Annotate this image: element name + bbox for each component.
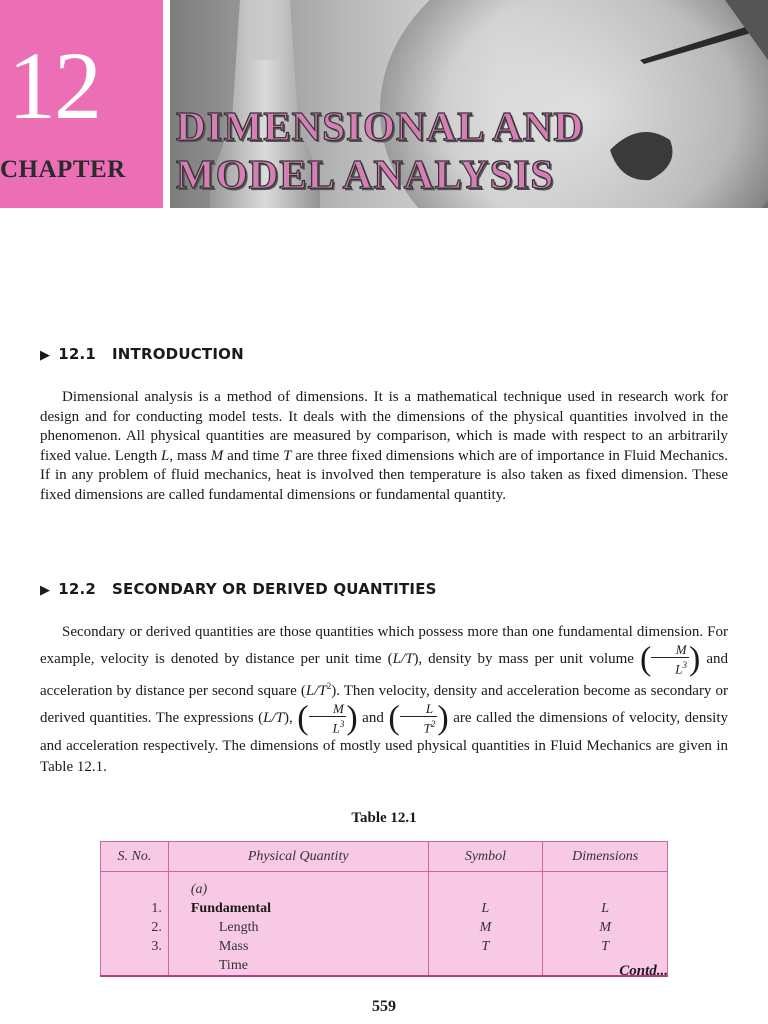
triangle-bullet-icon: ▶ <box>40 348 51 363</box>
header-symbol: Symbol <box>428 842 543 872</box>
table-caption: Table 12.1 <box>351 810 417 826</box>
header-physical-quantity: Physical Quantity <box>168 842 428 872</box>
header-dimensions: Dimensions <box>543 842 668 872</box>
table-row: 1. 2. 3. (a) Fundamental Length Mass Time L M T L M T <box>101 872 668 977</box>
secondary-quantities-paragraph: Secondary or derived quantities are those quantities which possess more than one fundamental dimension. For example, velocity is denoted by distance per unit time (L/T), density by mass per unit volume ( $\frac{M}{L^3}$ ) and acceleration by distance per second square $(L/T^2)$. Then velocity, density and acceleration become as secondary or derived quantities. The expressions (L/T), ( $\frac{M}{L^3}$ ) and ( $\frac{L}{T^2}$ ) are called the dimensions of velocity, density and acceleration respectively. The dimensions of mostly used physical quantities in Fluid Mechanics are given in Table 12.1. <box>40 624 729 775</box>
fraction-l-over-t2: $\frac{L}{T^2}$ <box>400 702 438 735</box>
triangle-bullet-icon: ▶ <box>40 583 51 598</box>
continued-label: Contd... <box>619 963 668 979</box>
chapter-label: CHAPTER <box>0 156 126 183</box>
page-number: 559 <box>372 998 396 1015</box>
section-title: SECONDARY OR DERIVED QUANTITIES <box>112 580 437 598</box>
chapter-number: 12 <box>8 32 100 139</box>
fraction-m-over-l3-b: $\frac{M}{L^3}$ <box>309 702 347 735</box>
dimensions-table <box>100 841 668 977</box>
section-heading-introduction <box>40 345 244 363</box>
chapter-header <box>0 0 768 208</box>
section-title: INTRODUCTION <box>112 345 244 363</box>
chapter-title-line1: DIMENSIONAL AND <box>176 103 584 149</box>
chapter-title-line2: MODEL ANALYSIS <box>176 151 555 197</box>
table-header-row <box>101 842 668 872</box>
section-heading-secondary-quantities <box>40 580 437 598</box>
introduction-paragraph: Dimensional analysis is a method of dimensions. It is a mathematical technique used in research work for design and for conducting model tests. It deals with the dimensions of the physical quantities involved in the phenomenon. All physical quantities are measured by comparison, which is made with respect to an arbitrarily fixed value. Length L, mass M and time T are three fixed dimensions which are of importance in Fluid Mechanics. If in any problem of fluid mechanics, heat is involved then temperature is also taken as fixed dimension. These fixed dimensions are called fundamental dimensions or fundamental quantity. <box>40 389 728 503</box>
fraction-m-over-l3: $\frac{M}{L^3}$ <box>651 643 689 676</box>
section-number: 12.2 <box>58 580 97 598</box>
header-sno: S. No. <box>101 842 169 872</box>
section-number: 12.1 <box>58 345 97 363</box>
